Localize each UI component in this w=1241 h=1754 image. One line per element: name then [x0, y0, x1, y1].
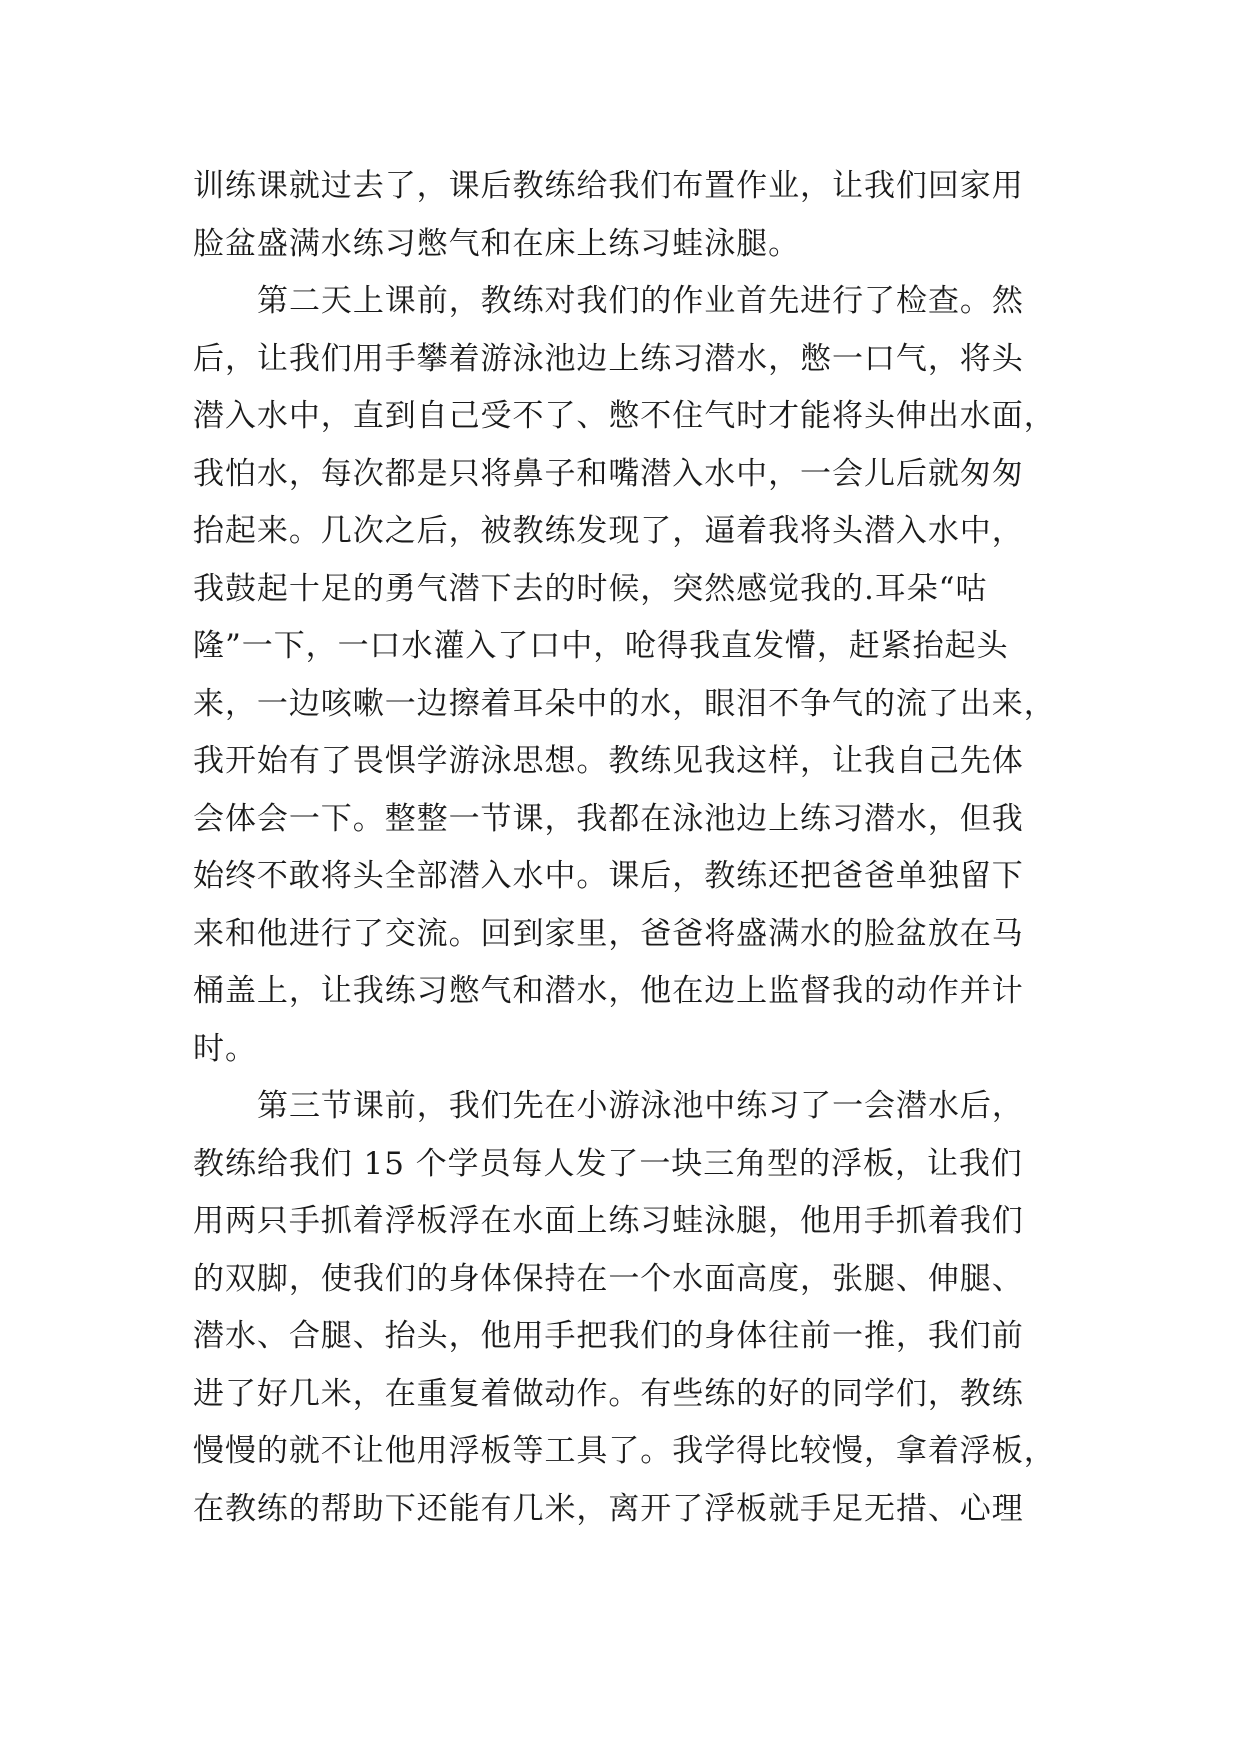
text-line: 用两只手抓着浮板浮在水面上练习蛙泳腿，他用手抓着我们: [193, 1203, 1024, 1239]
text-line: 慢慢的就不让他用浮板等工具了。我学得比较慢，拿着浮板，: [193, 1433, 1056, 1469]
text-line: 我鼓起十足的勇气潜下去的时候，突然感觉我的.耳朵“咕: [193, 570, 988, 607]
body-text: [193, 158, 1056, 1538]
text-line: 教练给我们 15 个学员每人发了一块三角型的浮板，让我们: [193, 1145, 1023, 1182]
text-line: 桶盖上，让我练习憋气和潜水，他在边上监督我的动作并计: [193, 973, 1024, 1009]
text-line: 的双脚，使我们的身体保持在一个水面高度，张腿、伸腿、: [193, 1260, 1024, 1297]
text-line: 潜入水中，直到自己受不了、憋不住气时才能将头伸出水面，: [193, 398, 1056, 434]
text-line: 脸盆盛满水练习憋气和在床上练习蛙泳腿。: [193, 225, 801, 262]
text-line: 后，让我们用手攀着游泳池边上练习潜水，憋一口气，将头: [193, 340, 1024, 377]
text-line: 训练课就过去了，课后教练给我们布置作业，让我们回家用: [193, 168, 1024, 204]
paragraph-1: [193, 158, 1053, 273]
text-line: 会体会一下。整整一节课，我都在泳池边上练习潜水，但我: [193, 800, 1024, 837]
text-line: 隆”一下，一口水灌入了口中，呛得我直发懵，赶紧抬起头: [193, 628, 1009, 664]
text-line: 始终不敢将头全部潜入水中。课后，教练还把爸爸单独留下: [193, 858, 1024, 894]
text-line: 进了好几米，在重复着做动作。有些练的好的同学们，教练: [193, 1375, 1024, 1412]
text-line: 第三节课前，我们先在小游泳池中练习了一会潜水后，: [257, 1088, 1024, 1124]
text-line: 第二天上课前，教练对我们的作业首先进行了检查。然: [257, 283, 1024, 319]
text-line: 来，一边咳嗽一边擦着耳朵中的水，眼泪不争气的流了出来，: [193, 685, 1056, 722]
text-line: 来和他进行了交流。回到家里，爸爸将盛满水的脸盆放在马: [193, 915, 1024, 952]
paragraph-3: [193, 1078, 1056, 1538]
paragraph-2: [193, 273, 1056, 1078]
text-line: 潜水、合腿、抬头，他用手把我们的身体往前一推，我们前: [193, 1318, 1024, 1354]
text-line: 抬起来。几次之后，被教练发现了，逼着我将头潜入水中，: [193, 513, 1024, 549]
text-line: 我开始有了畏惧学游泳思想。教练见我这样，让我自己先体: [193, 743, 1024, 779]
text-line: 我怕水，每次都是只将鼻子和嘴潜入水中，一会儿后就匆匆: [193, 455, 1024, 492]
text-line: 时。: [193, 1030, 257, 1067]
text-line: 在教练的帮助下还能有几米，离开了浮板就手足无措、心理: [193, 1490, 1024, 1527]
